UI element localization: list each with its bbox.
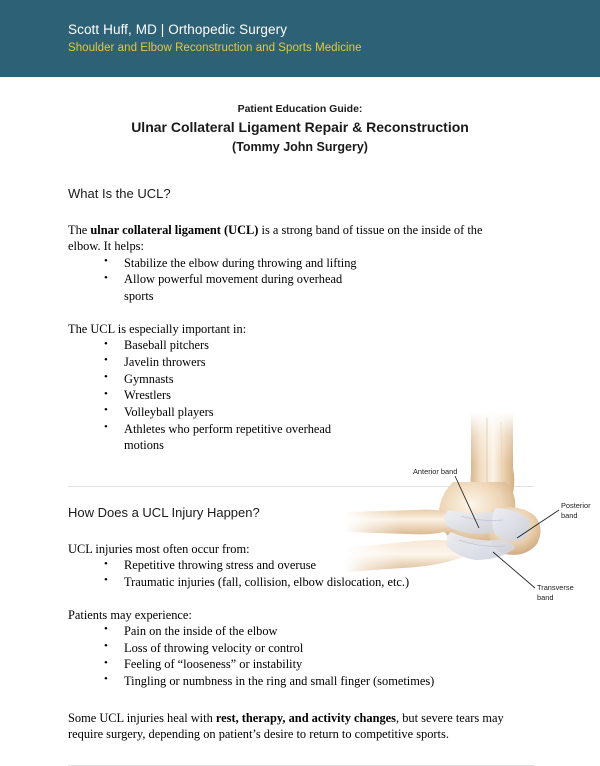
symptom-item-2: Loss of throwing velocity or control <box>124 640 304 655</box>
injury-causes-list <box>68 557 534 590</box>
cause-item-2: Traumatic injuries (fall, collision, elbow dislocation, etc.) <box>124 574 410 589</box>
list-item <box>104 337 350 354</box>
list-item <box>104 574 534 591</box>
ucl-importance-lead: The UCL is especially important in: <box>68 321 247 336</box>
importance-item-4: Wrestlers <box>124 388 171 403</box>
list-item <box>104 673 534 690</box>
section-heading-how-injury-happens: How Does a UCL Injury Happen? <box>68 504 260 520</box>
injury-causes-lead: UCL injuries most often occur from: <box>68 541 250 556</box>
document-title-block <box>0 101 600 157</box>
list-item <box>104 640 534 657</box>
importance-item-6: Athletes who perform repetitive overhead motions <box>124 421 332 453</box>
closing-emphasis: rest, therapy, and activity changes <box>215 710 396 725</box>
list-item <box>104 354 350 371</box>
transverse-band-label-line2: band <box>537 593 554 603</box>
list-item <box>104 404 350 421</box>
list-item <box>104 623 534 640</box>
title-kicker: Patient Education Guide: <box>237 103 363 115</box>
provider-name: Scott Huff, MD | Orthopedic Surgery <box>68 22 288 38</box>
list-item <box>104 271 364 304</box>
ucl-definition-prefix: The <box>68 223 91 238</box>
document-body <box>0 186 600 766</box>
closing-suffix: , but severe tears may require surgery, depending on patient’s desire to return to competitive sports. <box>68 710 504 742</box>
ucl-definition-paragraph <box>68 222 512 255</box>
page-title: Ulnar Collateral Ligament Repair & Reconstruction <box>131 119 469 136</box>
ucl-helps-item-1: Stabilize the elbow during throwing and lifting <box>124 255 357 270</box>
list-item <box>104 255 364 272</box>
cause-item-1: Repetitive throwing stress and overuse <box>124 558 317 573</box>
treatment-closing-paragraph <box>68 710 534 743</box>
section-heading-what-is-ucl: What Is the UCL? <box>68 186 171 202</box>
list-item <box>104 421 350 454</box>
symptom-item-3: Feeling of “looseness” or instability <box>124 657 303 672</box>
anterior-band-label: Anterior band <box>413 467 458 477</box>
symptom-item-4: Tingling or numbness in the ring and small finger (sometimes) <box>124 673 435 688</box>
list-item <box>104 557 534 574</box>
closing-prefix: Some UCL injuries heal with <box>68 710 216 725</box>
symptoms-lead: Patients may experience: <box>68 607 192 622</box>
ucl-definition-term: ulnar collateral ligament (UCL) <box>90 223 259 238</box>
importance-item-3: Gymnasts <box>124 371 174 386</box>
transverse-band-label-line1: Transverse <box>537 583 574 593</box>
posterior-band-label-line1: Posterior <box>561 501 591 511</box>
importance-item-2: Javelin throwers <box>124 354 206 369</box>
list-item <box>104 387 350 404</box>
ucl-importance-list <box>68 337 350 454</box>
page-subtitle: (Tommy John Surgery) <box>232 140 368 155</box>
ucl-helps-list <box>68 255 364 305</box>
provider-specialty: Shoulder and Elbow Reconstruction and Sports Medicine <box>68 41 362 54</box>
posterior-band-label-line2: band <box>561 511 578 521</box>
ucl-helps-item-2: Allow powerful movement during overhead sports <box>124 272 343 304</box>
masthead-banner <box>0 0 600 77</box>
symptom-item-1: Pain on the inside of the elbow <box>124 623 278 638</box>
ucl-definition-suffix: is a strong band of tissue on the inside of the elbow. It helps: <box>68 223 483 254</box>
list-item <box>104 371 350 388</box>
importance-item-5: Volleyball players <box>124 404 214 419</box>
importance-item-1: Baseball pitchers <box>124 338 209 353</box>
symptoms-list <box>68 623 534 690</box>
list-item <box>104 656 534 673</box>
